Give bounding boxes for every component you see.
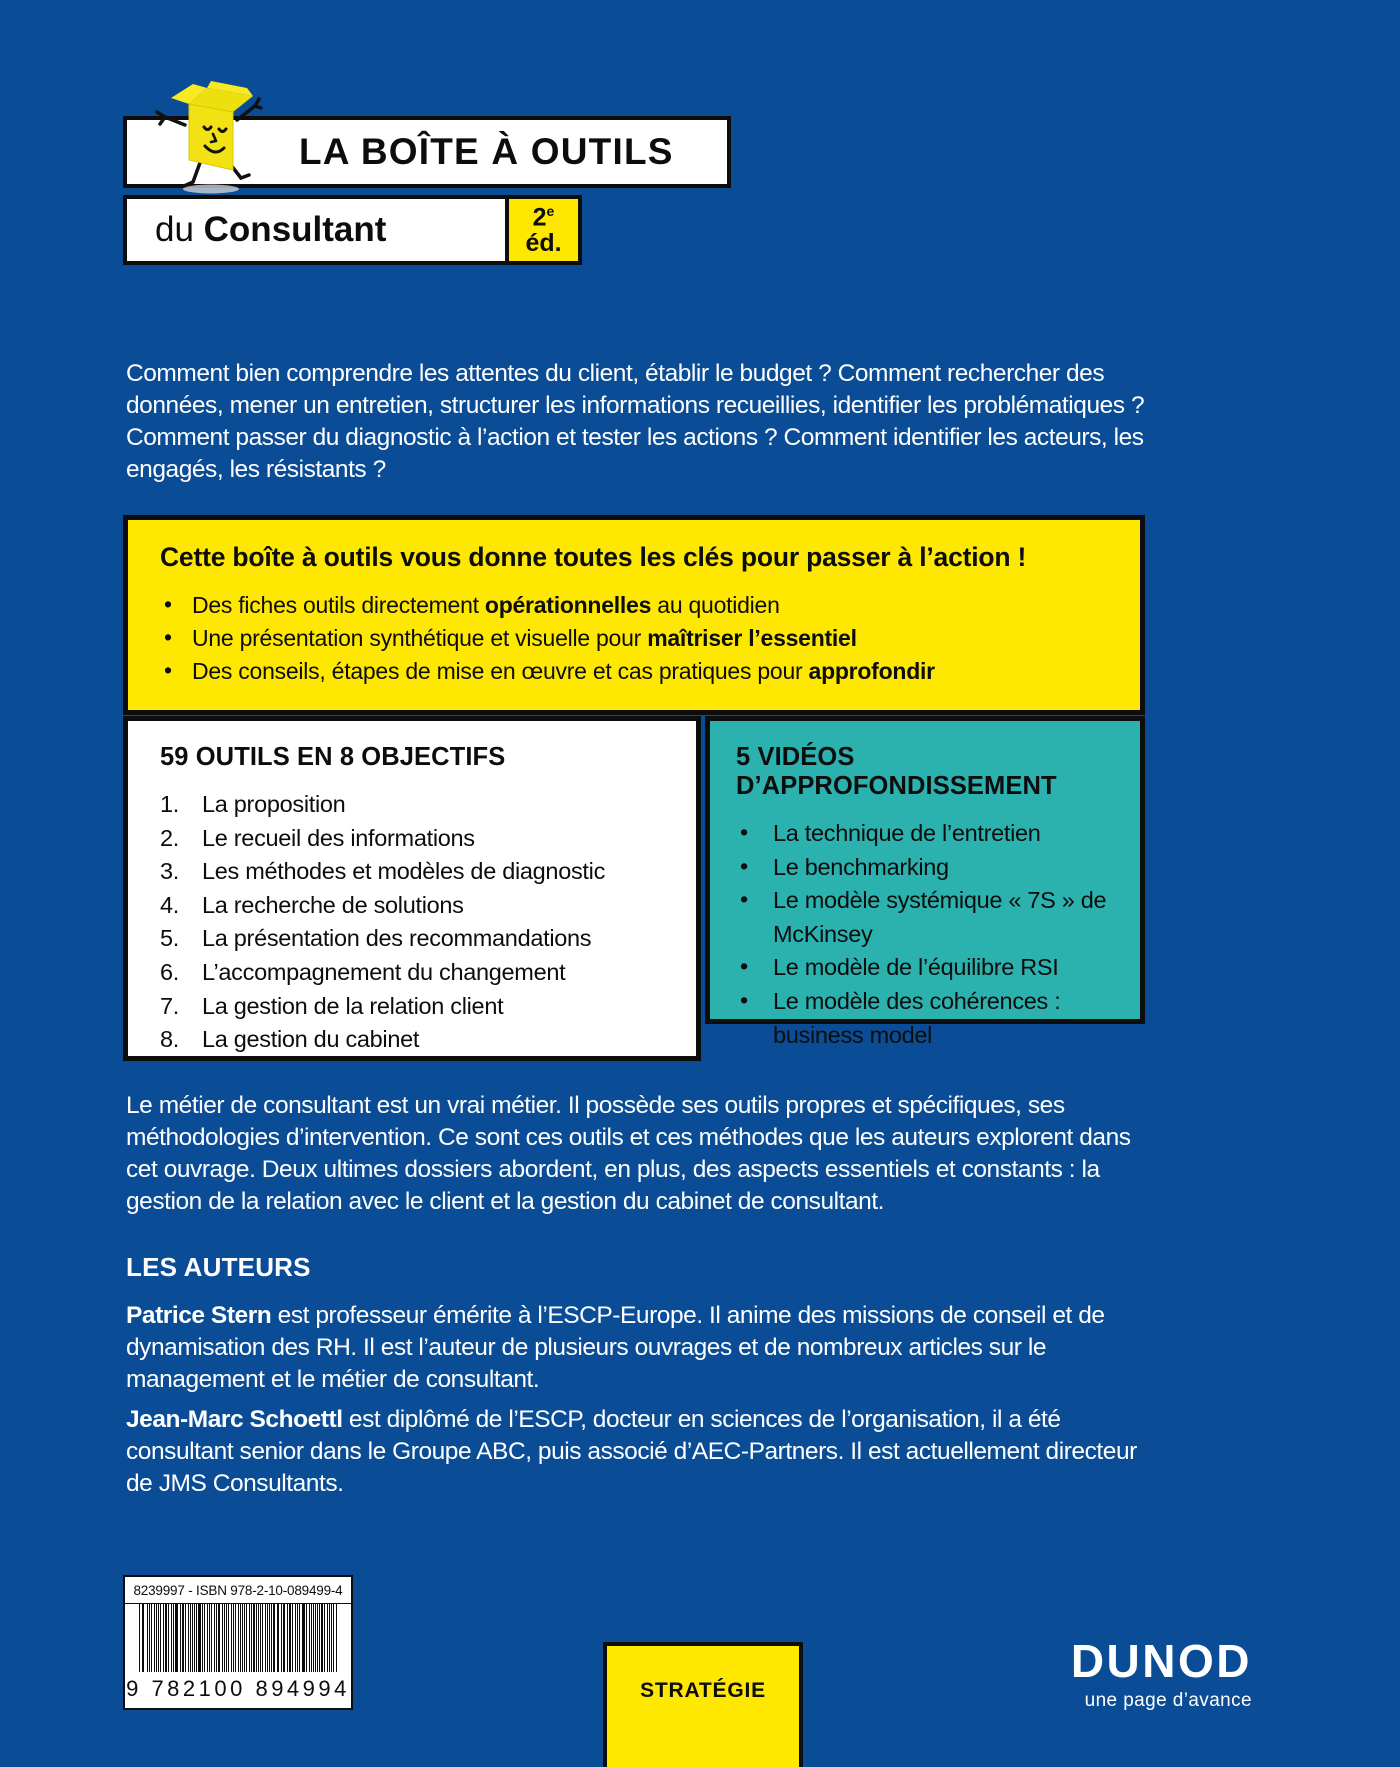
highlight-panel bbox=[123, 515, 1145, 715]
barcode bbox=[123, 1575, 353, 1710]
edition-superscript: e bbox=[546, 202, 555, 219]
yellow-box-mascot-icon bbox=[149, 68, 269, 196]
item-label: La proposition bbox=[202, 791, 346, 817]
list-item bbox=[736, 884, 1126, 951]
author-text-2: est diplômé de l’ESCP, docteur en sciences de l’organisation, il a été consultant senior dans le Groupe ABC, puis associé d’AEC-Partners. Il est actuellement directeur de JMS Consultants. bbox=[126, 1406, 1137, 1498]
item-number: 4. bbox=[160, 891, 179, 918]
list-item bbox=[160, 1023, 678, 1057]
list-item bbox=[160, 990, 678, 1024]
item-label: Le recueil des informations bbox=[202, 824, 475, 851]
highlight-heading: Cette boîte à outils vous donne toutes les clés pour passer à l’action ! bbox=[160, 542, 1027, 572]
series-logo-block bbox=[123, 116, 743, 265]
item-label: Le modèle des cohérences : business model bbox=[773, 987, 1061, 1048]
bullet-icon: • bbox=[740, 953, 748, 980]
bullet-icon: • bbox=[164, 623, 172, 650]
list-item bbox=[160, 922, 678, 956]
bullet-icon: • bbox=[164, 591, 172, 617]
item-label: Les méthodes et modèles de diagnostic bbox=[202, 858, 606, 885]
list-item bbox=[164, 589, 1114, 622]
list-item bbox=[160, 822, 678, 856]
item-label: Le modèle de l’équilibre RSI bbox=[773, 954, 1059, 981]
list-item-post: au quotidien bbox=[651, 592, 780, 618]
series-subtitle-row bbox=[123, 195, 743, 265]
series-title-bar bbox=[123, 116, 731, 188]
tools-panel bbox=[123, 716, 701, 1061]
category-tab bbox=[603, 1642, 803, 1767]
list-item bbox=[736, 851, 1126, 885]
item-number: 7. bbox=[160, 992, 179, 1019]
list-item-bold: maîtriser l’essentiel bbox=[647, 624, 857, 651]
list-item bbox=[160, 889, 678, 923]
item-label: Le benchmarking bbox=[773, 853, 949, 880]
item-label: Le modèle systémique « 7S » de McKinsey bbox=[773, 887, 1107, 947]
list-item bbox=[160, 956, 678, 990]
category-label: STRATÉGIE bbox=[640, 1679, 766, 1702]
list-item-bold: approfondir bbox=[808, 657, 935, 684]
list-item-pre: Une présentation synthétique et visuelle pour bbox=[192, 624, 648, 651]
list-item bbox=[164, 655, 1114, 688]
list-item bbox=[736, 985, 1126, 1052]
intro-paragraph: Comment bien comprendre les attentes du client, établir le budget ? Comment rechercher des données, mener un entretien, structurer les informations recueillies, identifier les problématiques ? Comment passer du diagnostic à l’action et tester les actions ? Comment identifier les acteurs, les engagés, les résistants ? bbox=[126, 360, 1145, 483]
description-paragraph: Le métier de consultant est un vrai métier. Il possède ses outils propres et spécifiques, ses méthodologies d’intervention. Ce sont ces outils et ces méthodes que les auteurs explorent dans cet ouvrage. Deux ultimes dossiers abordent, en plus, des aspects essentiels et constants : la gestion de la relation avec le client et la gestion du cabinet de consultant. bbox=[126, 1092, 1131, 1216]
barcode-ean-digits: 9 782100 894994 bbox=[126, 1676, 350, 1701]
publisher-tagline: une page d’avance bbox=[1084, 1690, 1252, 1711]
bullet-icon: • bbox=[740, 886, 748, 913]
subtitle-topic: Consultant bbox=[203, 210, 387, 249]
item-number: 6. bbox=[160, 958, 179, 985]
authors-heading: LES AUTEURS bbox=[126, 1252, 311, 1282]
list-item bbox=[160, 855, 678, 889]
highlight-list bbox=[160, 589, 1114, 688]
barcode-bars bbox=[139, 1604, 337, 1672]
edition-number bbox=[533, 204, 555, 231]
item-number: 1. bbox=[160, 791, 179, 817]
videos-panel bbox=[705, 716, 1145, 1048]
barcode-isbn-text: 8239997 - ISBN 978-2-10-089499-4 bbox=[125, 1577, 351, 1604]
series-subtitle bbox=[155, 210, 386, 250]
item-label: La technique de l’entretien bbox=[773, 820, 1041, 846]
list-item bbox=[160, 788, 678, 822]
item-number: 8. bbox=[160, 1026, 179, 1053]
item-number: 2. bbox=[160, 824, 179, 851]
item-number: 5. bbox=[160, 925, 179, 952]
author-name-1: Patrice Stern bbox=[126, 1302, 272, 1329]
list-item-pre: Des conseils, étapes de mise en œuvre et cas pratiques pour bbox=[192, 657, 809, 684]
list-item bbox=[736, 951, 1126, 985]
list-item-pre: Des fiches outils directement bbox=[192, 592, 485, 618]
list-item-bold: opérationnelles bbox=[484, 592, 652, 618]
tools-panel-heading: 59 OUTILS EN 8 OBJECTIFS bbox=[160, 743, 506, 771]
bullet-icon: • bbox=[740, 819, 748, 845]
author-bio-2 bbox=[126, 1404, 1146, 1500]
series-subtitle-bar bbox=[123, 195, 509, 265]
author-text-1: est professeur émérite à l’ESCP-Europe. Il anime des missions de conseil et de dynamisation des RH. Il est l’auteur de plusieurs ouvrages et de nombreux articles sur le management et le métier de consultant. bbox=[126, 1302, 1105, 1394]
subtitle-prefix: du bbox=[155, 210, 204, 249]
series-title: LA BOÎTE À OUTILS bbox=[299, 131, 674, 172]
edition-label: éd. bbox=[525, 228, 562, 257]
list-item bbox=[164, 622, 1114, 655]
publisher-name: DUNOD bbox=[1070, 1635, 1252, 1687]
item-label: La recherche de solutions bbox=[202, 891, 464, 918]
item-label: La présentation des recommandations bbox=[202, 925, 592, 952]
list-item bbox=[736, 817, 1126, 851]
edition-number-value: 2 bbox=[532, 203, 547, 232]
author-bio-1 bbox=[126, 1300, 1146, 1396]
videos-list bbox=[736, 817, 1126, 1052]
videos-panel-heading: 5 VIDÉOS D’APPROFONDISSEMENT bbox=[736, 743, 1057, 800]
author-name-2: Jean-Marc Schoettl bbox=[126, 1406, 343, 1433]
tools-list bbox=[160, 788, 678, 1057]
item-label: La gestion de la relation client bbox=[202, 992, 504, 1019]
bullet-icon: • bbox=[164, 656, 172, 683]
publisher-logo bbox=[1070, 1635, 1252, 1712]
edition-badge bbox=[509, 195, 582, 265]
item-label: L’accompagnement du changement bbox=[202, 958, 566, 985]
item-label: La gestion du cabinet bbox=[202, 1026, 420, 1053]
bullet-icon: • bbox=[740, 986, 748, 1013]
bullet-icon: • bbox=[740, 852, 748, 879]
item-number: 3. bbox=[160, 858, 179, 885]
